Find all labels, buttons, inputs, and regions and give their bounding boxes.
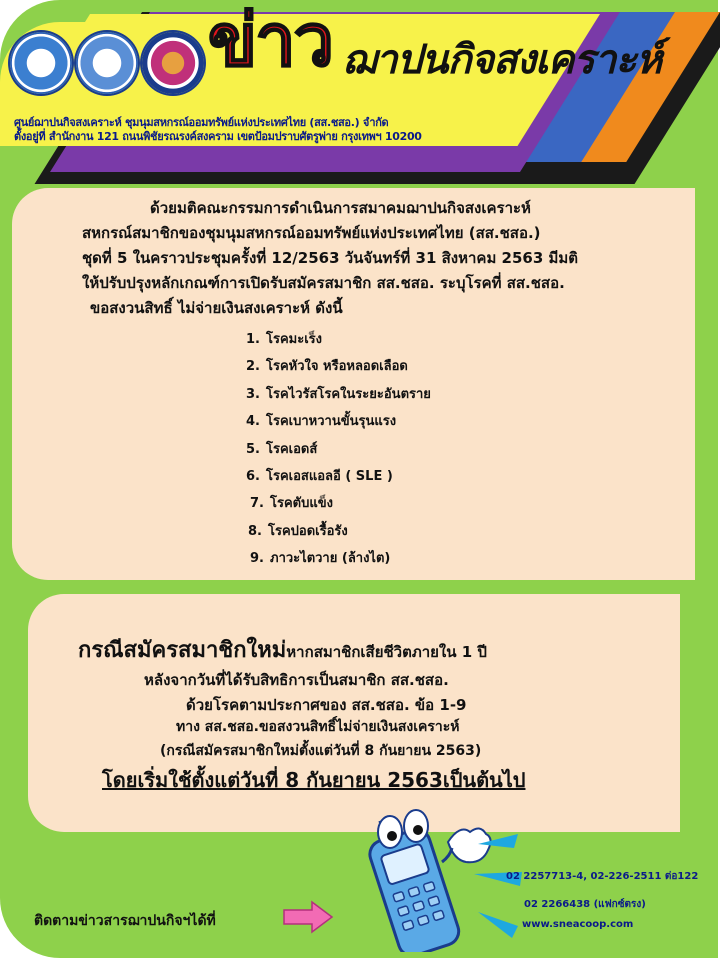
list-item: 9. ภาวะไตวาย (ล้างไต)	[250, 551, 391, 567]
new-members-line4: (กรณีสมัครสมาชิกใหม่ตั้งแต่วันที่ 8 กันยายน 2563)	[160, 743, 482, 759]
header-address-line1: ศูนย์ฌาปนกิจสงเคราะห์ ชุมนุมสหกรณ์ออมทรัพย์แห่งประเทศไทย (สส.ชสอ.) จำกัด	[14, 116, 389, 129]
new-members-title-rest: หากสมาชิกเสียชีวิตภายใน 1 ปี	[286, 643, 487, 661]
list-item: 3. โรคไวรัสโรคในระยะอันตราย	[246, 386, 431, 402]
new-members-line3: ทาง สส.ชสอ.ขอสงวนสิทธิ์ไม่จ่ายเงินสงเคราะห์	[176, 719, 460, 735]
header-title-sub: ฌาปนกิจสงเคราะห์	[342, 36, 662, 83]
list-item: 4. โรคเบาหวานขั้นรุนแรง	[246, 414, 397, 430]
new-members-line2: ด้วยโรคตามประกาศของ สส.ชสอ. ข้อ 1-9	[186, 696, 467, 714]
list-item: 8. โรคปอดเรื้อรัง	[248, 523, 348, 539]
new-members-line1: หลังจากวันที่ได้รับสิทธิการเป็นสมาชิก สส.ชสอ.	[144, 671, 449, 689]
list-item: 5. โรคเอดส์	[246, 441, 318, 457]
new-members-title: กรณีสมัครสมาชิกใหม่	[78, 638, 287, 663]
list-item: 1. โรคมะเร็ง	[246, 332, 322, 347]
follow-news-label: ติดตามข่าวสารฌาปนกิจฯได้ที่	[34, 913, 216, 929]
list-item: 6. โรคเอสแอลอี ( SLE )	[246, 468, 393, 484]
contact-website[interactable]: www.sneacoop.com	[522, 919, 634, 930]
logo-cooperative-blue-icon	[76, 32, 138, 94]
intro-line: ชุดที่ 5 ในคราวประชุมครั้งที่ 12/2563 วันจันทร์ที่ 31 สิงหาคม 2563 มีมติ	[82, 249, 579, 267]
intro-line: สหกรณ์สมาชิกของชุมนุมสหกรณ์ออมทรัพย์แห่งประเทศไทย (สส.ชสอ.)	[82, 224, 541, 242]
new-members-effective-date: โดยเริ่มใช้ตั้งแต่วันที่ 8 กันยายน 2563เป็นต้นไป	[102, 768, 526, 792]
list-item: 2. โรคหัวใจ หรือหลอดเลือด	[246, 359, 408, 375]
header-title-main: ข่าว	[208, 0, 333, 82]
list-item: 7. โรคตับแข็ง	[250, 496, 333, 512]
intro-line: ขอสงวนสิทธิ์ ไม่จ่ายเงินสงเคราะห์ ดังนี้	[90, 299, 343, 317]
contact-fax: 02 2266438 (แฟกซ์ตรง)	[524, 899, 646, 910]
new-members-heading	[78, 632, 487, 667]
disease-list	[246, 326, 431, 573]
intro-line: ด้วยมติคณะกรรมการดำเนินการสมาคมฌาปนกิจสงเคราะห์	[150, 199, 531, 217]
announcement-intro	[82, 196, 682, 321]
header-address-line2: ตั้งอยู่ที่ สำนักงาน 121 ถนนพิชัยรณรงค์สงคราม เขตป้อมปราบศัตรูพ่าย กรุงเทพฯ 10200	[14, 130, 422, 143]
intro-line: ให้ปรับปรุงหลักเกณฑ์การเปิดรับสมัครสมาชิก สส.ชสอ. ระบุโรคที่ สส.ชสอ.	[82, 274, 565, 292]
logo-funeral-association-icon	[142, 32, 204, 94]
pink-arrow-icon	[282, 900, 334, 934]
signal-rays-icon	[468, 834, 528, 944]
contact-phone: 02 2257713-4, 02-226-2511 ต่อ122	[506, 871, 699, 882]
logo-cooperative-icon	[10, 32, 72, 94]
